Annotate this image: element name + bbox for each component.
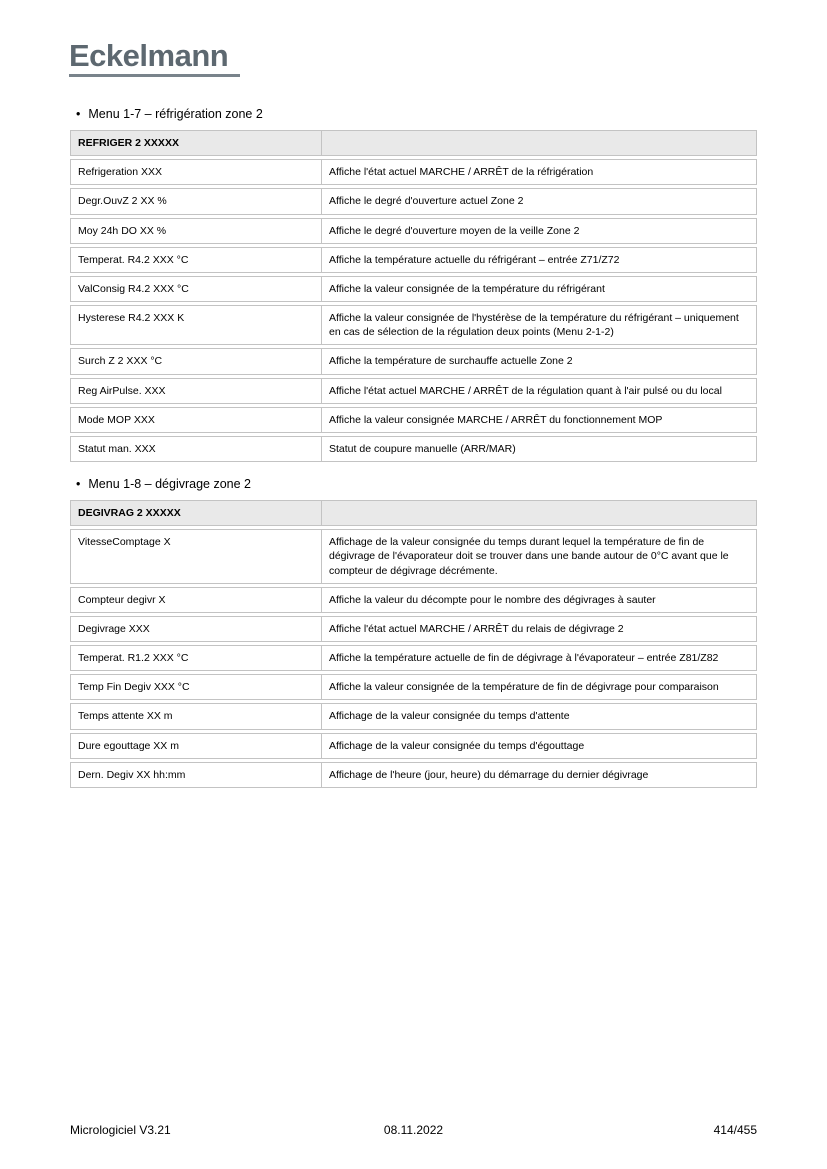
table-header-cell-empty: [322, 500, 757, 526]
description-cell: Affiche la valeur du décompte pour le nombre des dégivrages à sauter: [322, 587, 757, 613]
table-row: [70, 616, 757, 642]
table-row: [70, 159, 757, 185]
logo-text: Eckelmann: [69, 38, 229, 73]
parameter-cell: Temperat. R1.2 XXX °C: [70, 645, 322, 671]
description-cell: Affichage de l'heure (jour, heure) du démarrage du dernier dégivrage: [322, 762, 757, 788]
page-content: [70, 107, 757, 791]
footer-page-number: 414/455: [713, 1123, 757, 1137]
table-row: [70, 529, 757, 584]
description-cell: Affiche la température de surchauffe actuelle Zone 2: [322, 348, 757, 374]
table-row: [70, 247, 757, 273]
table-row: [70, 348, 757, 374]
bullet-item: [76, 107, 757, 121]
section-menu-1-7: [70, 107, 757, 465]
table-row: [70, 378, 757, 404]
parameter-cell: Reg AirPulse. XXX: [70, 378, 322, 404]
table-header-cell: REFRIGER 2 XXXXX: [70, 130, 322, 156]
parameter-cell: Degivrage XXX: [70, 616, 322, 642]
description-cell: Affichage de la valeur consignée du temps d'égouttage: [322, 733, 757, 759]
parameter-cell: Compteur degivr X: [70, 587, 322, 613]
table-row: [70, 407, 757, 433]
table-row: [70, 587, 757, 613]
description-cell: Affiche l'état actuel MARCHE / ARRÊT de la régulation quant à l'air pulsé ou du local: [322, 378, 757, 404]
table-row: [70, 733, 757, 759]
bullet-label: Menu 1-7 – réfrigération zone 2: [88, 107, 263, 121]
parameter-cell: Dure egouttage XX m: [70, 733, 322, 759]
description-cell: Affiche le degré d'ouverture actuel Zone 2: [322, 188, 757, 214]
description-cell: Affiche l'état actuel MARCHE / ARRÊT de la réfrigération: [322, 159, 757, 185]
table-row: [70, 674, 757, 700]
table-row: [70, 305, 757, 345]
parameter-cell: Statut man. XXX: [70, 436, 322, 462]
bullet-icon: •: [76, 107, 81, 121]
table-header-cell: DEGIVRAG 2 XXXXX: [70, 500, 322, 526]
description-cell: Affiche l'état actuel MARCHE / ARRÊT du relais de dégivrage 2: [322, 616, 757, 642]
description-cell: Affiche la température actuelle de fin de dégivrage à l'évaporateur – entrée Z81/Z82: [322, 645, 757, 671]
parameter-cell: Temps attente XX m: [70, 703, 322, 729]
bullet-icon: •: [76, 477, 81, 492]
description-cell: Affiche le degré d'ouverture moyen de la veille Zone 2: [322, 218, 757, 244]
eckelmann-logo: [69, 40, 240, 77]
table-row: [70, 218, 757, 244]
parameter-cell: Hysterese R4.2 XXX K: [70, 305, 322, 345]
bullet-item: [76, 477, 757, 491]
parameter-cell: Moy 24h DO XX %: [70, 218, 322, 244]
table-row: [70, 276, 757, 302]
footer-date: 08.11.2022: [383, 1123, 444, 1137]
page-footer: [70, 1123, 757, 1137]
parameter-cell: Temperat. R4.2 XXX °C: [70, 247, 322, 273]
description-cell: Affiche la valeur consignée MARCHE / ARRÊT du fonctionnement MOP: [322, 407, 757, 433]
table-row: [70, 645, 757, 671]
parameter-table-degivrag: [70, 497, 757, 791]
parameter-cell: VitesseComptage X: [70, 529, 322, 584]
table-row: [70, 436, 757, 462]
table-row: [70, 188, 757, 214]
parameter-cell: ValConsig R4.2 XXX °C: [70, 276, 322, 302]
parameter-cell: Temp Fin Degiv XXX °C: [70, 674, 322, 700]
table-header-row: [70, 130, 757, 156]
description-cell: Affiche la valeur consignée de la température de fin de dégivrage pour comparaison: [322, 674, 757, 700]
description-cell: Affichage de la valeur consignée du temps d'attente: [322, 703, 757, 729]
parameter-cell: Surch Z 2 XXX °C: [70, 348, 322, 374]
section-menu-1-8: [70, 477, 757, 791]
description-cell: Statut de coupure manuelle (ARR/MAR): [322, 436, 757, 462]
parameter-cell: Dern. Degiv XX hh:mm: [70, 762, 322, 788]
parameter-table-refriger: [70, 127, 757, 465]
parameter-cell: Refrigeration XXX: [70, 159, 322, 185]
description-cell: Affiche la température actuelle du réfrigérant – entrée Z71/Z72: [322, 247, 757, 273]
description-cell: Affichage de la valeur consignée du temps durant lequel la température de fin de dégivrage de l'évaporateur doit se trouver dans une bande autour de 0°C avant que le compteur de dégivrage décrémente.: [322, 529, 757, 584]
footer-version: Micrologiciel V3.21: [70, 1123, 171, 1137]
table-header-cell-empty: [322, 130, 757, 156]
description-cell: Affiche la valeur consignée de l'hystérèse de la température du réfrigérant – uniquement en cas de sélection de la régulation deux points (Menu 2-1-2): [322, 305, 757, 345]
table-header-row: [70, 500, 757, 526]
parameter-cell: Mode MOP XXX: [70, 407, 322, 433]
table-row: [70, 762, 757, 788]
table-row: [70, 703, 757, 729]
bullet-label: Menu 1-8 – dégivrage zone 2: [88, 477, 252, 492]
description-cell: Affiche la valeur consignée de la température du réfrigérant: [322, 276, 757, 302]
parameter-cell: Degr.OuvZ 2 XX %: [70, 188, 322, 214]
logo-underline: [69, 74, 240, 77]
